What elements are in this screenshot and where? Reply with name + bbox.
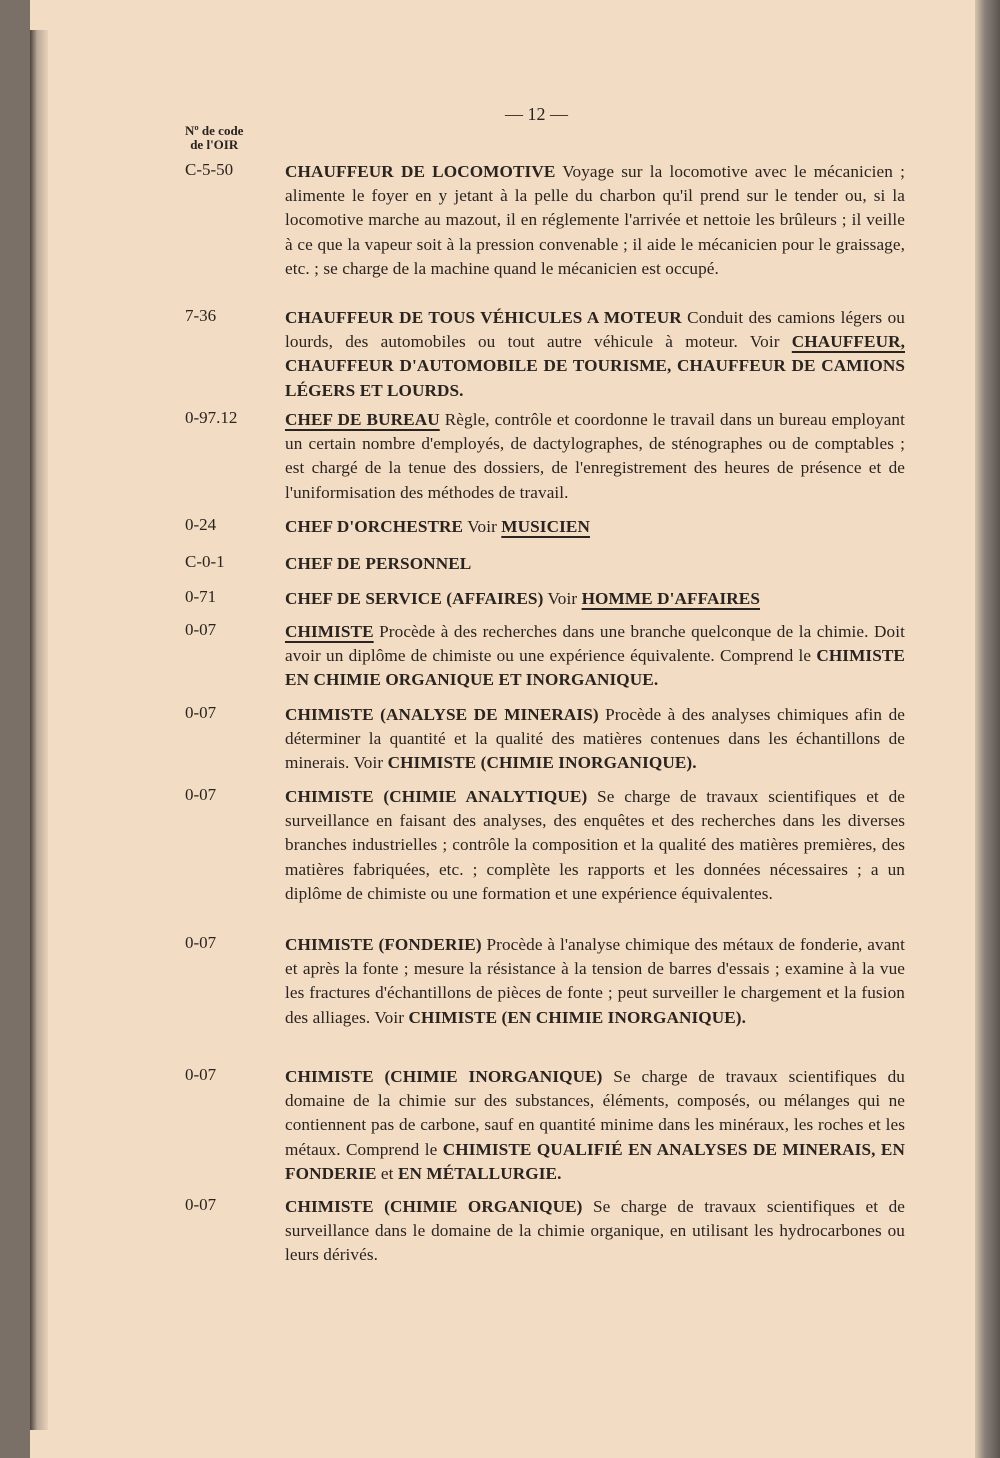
entry-segment: Se charge de travaux scientifiques et de surveillance dans le domaine de la chimie organique, en utilisant les hydrocarbones ou leurs dérivés. <box>285 1197 905 1265</box>
entry-segment: CHIMISTE EN CHIMIE ORGANIQUE ET INORGANIQUE. <box>285 646 905 690</box>
cross-reference: MUSICIEN <box>501 517 590 536</box>
entry-title: CHAUFFEUR DE LOCOMOTIVE <box>285 162 556 181</box>
entry-segment: CHIMISTE (CHIMIE INORGANIQUE). <box>387 753 697 773</box>
entry-title: CHIMISTE (FONDERIE) <box>285 935 482 954</box>
entry-text <box>285 785 905 906</box>
entry-segment: et <box>376 1163 398 1183</box>
dictionary-entry <box>185 160 905 281</box>
entry-title: CHIMISTE (CHIMIE INORGANIQUE) <box>285 1067 603 1086</box>
entry-code: 0-07 <box>185 1195 217 1214</box>
dictionary-entry <box>185 515 905 539</box>
cross-reference: CHEF DE BUREAU <box>285 410 440 429</box>
code-header-line: de l'OIR <box>190 137 239 152</box>
entry-text <box>285 703 905 776</box>
page-number: — 12 — <box>505 104 568 124</box>
entry-title: CHIMISTE (ANALYSE DE MINERAIS) <box>285 705 599 724</box>
entry-segment: CHAUFFEUR D'AUTOMOBILE DE TOURISME, CHAUFFEUR DE CAMIONS LÉGERS ET LOURDS. <box>285 356 905 400</box>
entry-code: 0-07 <box>185 785 217 804</box>
dictionary-entry <box>185 408 905 505</box>
entry-segment: CHIMISTE QUALIFIÉ EN ANALYSES DE MINERAIS, EN FONDERIE <box>285 1139 905 1183</box>
entry-code: C-5-50 <box>185 160 234 179</box>
entry-title: CHEF DE PERSONNEL <box>285 554 472 573</box>
entry-text <box>285 620 905 693</box>
entry-segment: Voir <box>543 589 582 608</box>
entry-title: CHEF DE SERVICE (AFFAIRES) <box>285 589 544 608</box>
entry-segment: CHIMISTE (EN CHIMIE INORGANIQUE). <box>408 1007 747 1027</box>
dictionary-entry <box>185 552 905 576</box>
entry-text <box>285 160 905 281</box>
entry-code: 0-07 <box>185 620 217 639</box>
entry-segment: Voyage sur la locomotive avec le mécanicien ; alimente le foyer en y jetant à la pelle du charbon qu'il prend sur le tender ou, si la locomotive marche au mazout, il en réglemente l'arrivée et nettoie les brûleurs ; il veille à ce que la vapeur soit à la pression convenable ; il aide le mécanicien pour le graissage, etc. ; se charge de la machine quand le mécanicien est occupé. <box>285 162 905 278</box>
code-column-header <box>185 124 243 152</box>
dictionary-entry <box>185 933 905 1030</box>
book-binding <box>30 30 48 1430</box>
facing-page-edge <box>975 0 1000 1458</box>
entry-segment: Procède à des recherches dans une branche quelconque de la chimie. Doit avoir un diplôme de chimiste ou une expérience équivalente. Comprend le <box>285 622 905 666</box>
entry-segment: Procède à l'analyse chimique des métaux de fonderie, avant et après la fonte ; mesure la résistance à la tension de barres d'essais ; examine à la vue les fractures d'échantillons de pièces de fonte ; peut surveiller le chargement et la fusion des alliages. Voir <box>285 935 905 1027</box>
entry-segment: Se charge de travaux scientifiques du domaine de la chimie sur des substances, éléments, composés, ou mélanges qui ne contiennent pas de carbone, sauf en quantité minime dans les minéraux, les roches et les métaux. Comprend le <box>285 1067 905 1159</box>
entry-text <box>285 587 905 611</box>
dictionary-entry <box>185 587 905 611</box>
entry-text <box>285 408 905 505</box>
entry-segment: Se charge de travaux scientifiques et de surveillance en faisant des analyses, des enquêtes et des recherches dans les diverses branches industrielles ; contrôle la composition et la qualité des matières premières, des matières fabriquées, etc. ; complète les rapports et les données nécessaires ; a un diplôme de chimiste ou une formation et une expérience équivalentes. <box>285 787 905 903</box>
entry-title: CHIMISTE (CHIMIE ORGANIQUE) <box>285 1197 583 1216</box>
entry-text <box>285 1065 905 1186</box>
entry-code: 7-36 <box>185 306 217 325</box>
entry-text <box>285 933 905 1030</box>
entry-text <box>285 515 905 539</box>
entry-text <box>285 306 905 403</box>
entry-code: 0-07 <box>185 1065 217 1084</box>
cross-reference: HOMME D'AFFAIRES <box>581 589 760 608</box>
entry-segment: EN MÉTALLURGIE. <box>397 1163 562 1183</box>
entry-segment: Voir <box>463 517 502 536</box>
entry-text <box>285 1195 905 1268</box>
dictionary-entry <box>185 785 905 906</box>
dictionary-entry <box>185 620 905 693</box>
entry-segment: Conduit des camions légers ou lourds, des automobiles ou tout autre véhicule à moteur. Voir <box>285 308 905 352</box>
entry-segment: Règle, contrôle et coordonne le travail dans un bureau employant un certain nombre d'employés, de dactylographes, de sténographes ou de comptables ; est chargé de la tenue des dossiers, de l'enregistrement des heures de présence et de l'uniformisation des méthodes de travail. <box>285 410 905 502</box>
entry-segment: Procède à des analyses chimiques afin de déterminer la quantité et la qualité des matières contenues dans les échantillons de minerais. Voir <box>285 705 906 773</box>
code-header-line: Nº de code <box>185 123 244 138</box>
dictionary-entry <box>185 1065 905 1186</box>
dictionary-entry <box>185 703 905 776</box>
entry-code: 0-71 <box>185 587 217 606</box>
entry-code: 0-24 <box>185 515 217 534</box>
entry-title: CHAUFFEUR DE TOUS VÉHICULES A MOTEUR <box>285 308 682 327</box>
dictionary-entry <box>185 306 905 403</box>
cross-reference: CHIMISTE <box>285 622 374 641</box>
entry-title: CHIMISTE (CHIMIE ANALYTIQUE) <box>285 787 588 806</box>
entry-code: 0-97.12 <box>185 408 238 427</box>
entry-code: C-0-1 <box>185 552 225 571</box>
dictionary-entry <box>185 1195 905 1268</box>
entry-code: 0-07 <box>185 703 217 722</box>
cross-reference: CHAUFFEUR, <box>791 332 905 352</box>
entry-title: CHEF D'ORCHESTRE <box>285 517 464 536</box>
entry-text <box>285 552 905 576</box>
entry-code: 0-07 <box>185 933 217 952</box>
